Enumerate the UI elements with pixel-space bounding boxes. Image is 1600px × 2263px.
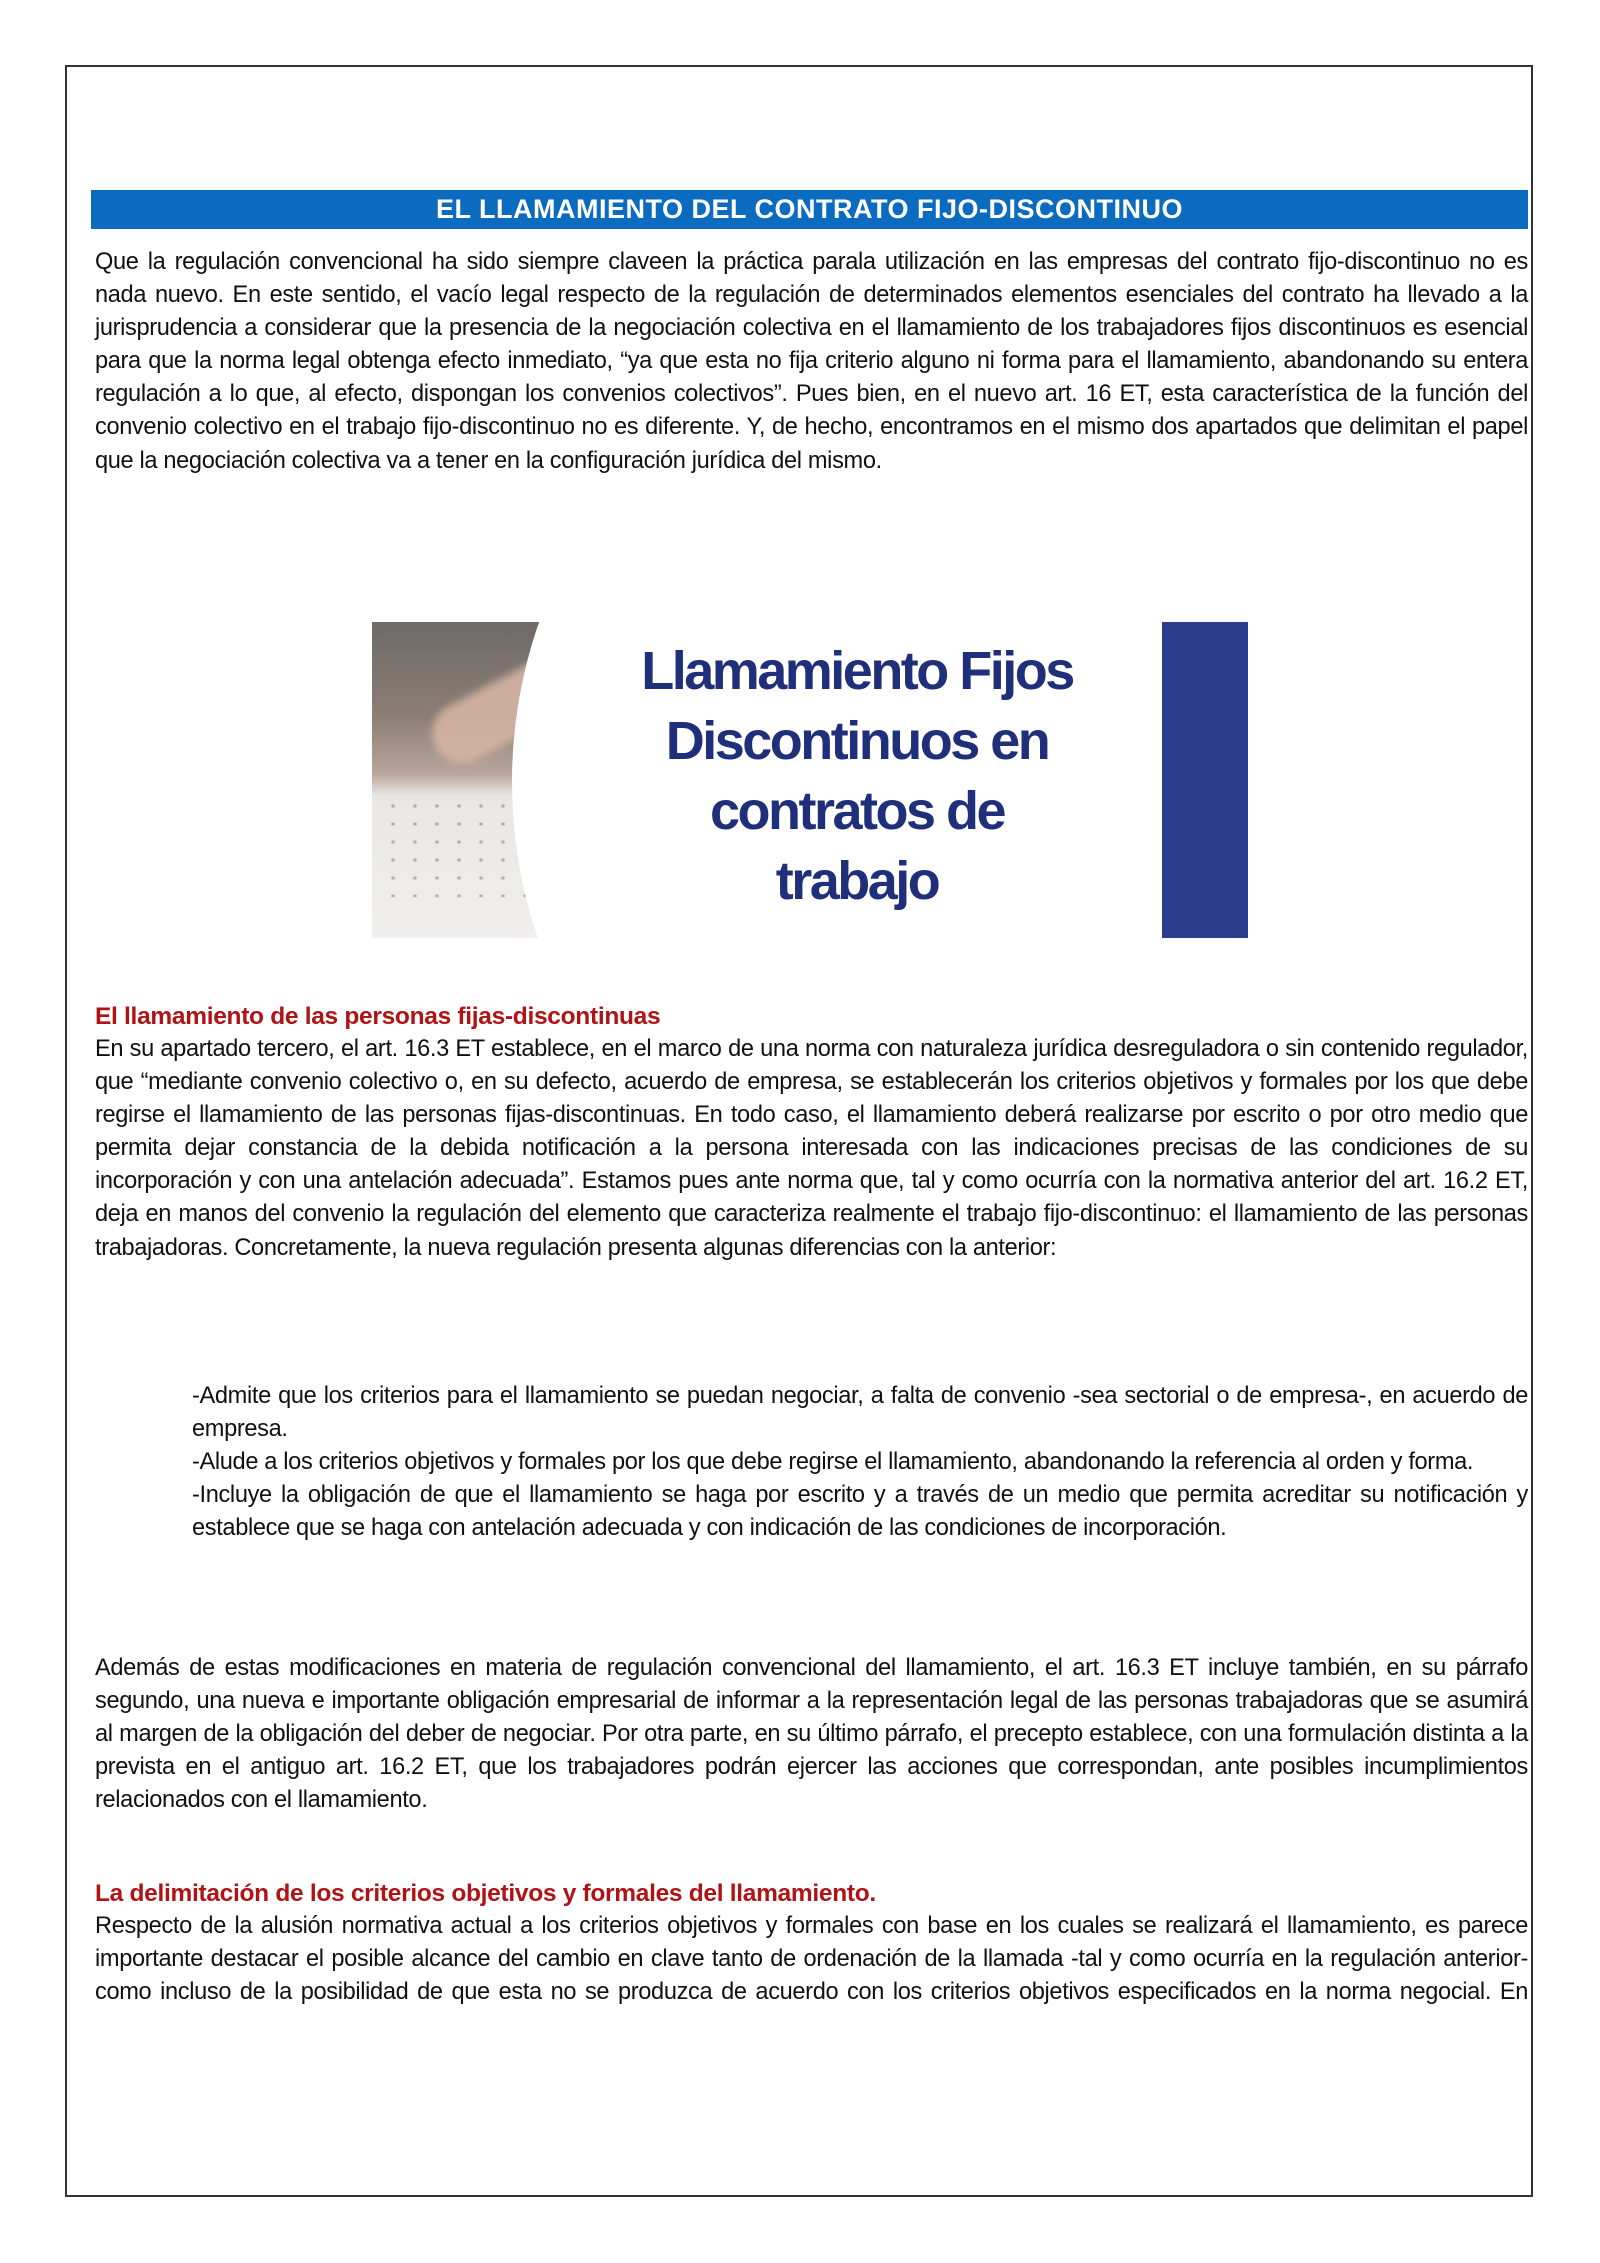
section-1: [95, 1000, 1528, 1265]
section-2: [95, 1877, 1528, 2009]
section-1-body: En su apartado tercero, el art. 16.3 ET establece, en el marco de una norma con naturaleza jurídica desreguladora o sin contenido regulador, que “mediante convenio colectivo o, en su defecto, acuerdo de empresa, se establecerán los criterios objetivos y formales por los que debe regirse el llamamiento de las personas fijas-discontinuas. En todo caso, el llamamiento deberá realizarse por escrito o por otro medio que permita dejar constancia de la debida notificación a la persona interesada con las indicaciones precisas de las condiciones de su incorporación y con una antelación adecuada”. Estamos pues ante norma que, tal y como ocurría con la normativa anterior del art. 16.2 ET, deja en manos del convenio la regulación del elemento que caracteriza realmente el trabajo fijo-discontinuo: el llamamiento de las personas trabajadoras. Concretamente, la nueva regulación presenta algunas diferencias con la anterior:: [95, 1036, 1528, 1261]
illustration-image: [372, 622, 1248, 938]
image-caption-line: Llamamiento Fijos: [641, 641, 1073, 701]
blue-side-bar: [1162, 622, 1248, 938]
section-1-heading: El llamamiento de las personas fijas-discontinuas: [95, 1003, 661, 1030]
image-caption-line: Discontinuos en: [665, 711, 1049, 771]
image-caption: [572, 636, 1142, 916]
section-2-heading: La delimitación de los criterios objetivos y formales del llamamiento.: [95, 1880, 876, 1907]
image-caption-line: trabajo: [775, 851, 939, 911]
section-2-body: Respecto de la alusión normativa actual a los criterios objetivos y formales con base en los cuales se realizará el llamamiento, es parece importante destacar el posible alcance del cambio en clave tanto de ordenación de la llamada -tal y como ocurría en la regulación anterior-como incluso de la posibilidad de que esta no se produzca de acuerdo con los criterios objetivos especificados en la norma negocial. En: [95, 1913, 1528, 2006]
list-item: -Alude a los criterios objetivos y formales por los que debe regirse el llamamiento, abandonando la referencia al orden y forma.: [192, 1449, 1474, 1476]
intro-text: Que la regulación convencional ha sido siempre claveen la práctica parala utilización en las empresas del contrato fijo-discontinuo no es nada nuevo. En este sentido, el vacío legal respecto de la regulación de determinados elementos esenciales del contrato ha llevado a la jurisprudencia a considerar que la presencia de la negociación colectiva en el llamamiento de los trabajadores fijos discontinuos es esencial para que la norma legal obtenga efecto inmediato, “ya que esta no fija criterio alguno ni forma para el llamamiento, abandonando su entera regulación a lo que, al efecto, dispongan los convenios colectivos”. Pues bien, en el nuevo art. 16 ET, esta característica de la función del convenio colectivo en el trabajo fijo-discontinuo no es diferente. Y, de hecho, encontramos en el mismo dos apartados que delimitan el papel que la negociación colectiva va a tener en la configuración jurídica del mismo.: [95, 249, 1528, 474]
document-title-banner: EL LLAMAMIENTO DEL CONTRATO FIJO-DISCONTINUO: [91, 190, 1528, 229]
image-caption-line: contratos de: [709, 781, 1005, 841]
differences-list: [192, 1380, 1528, 1545]
list-item: -Incluye la obligación de que el llamamiento se haga por escrito y a través de un medio que permita acreditar su notificación y establece que se haga con antelación adecuada y con indicación de las condiciones de incorporación.: [192, 1482, 1528, 1542]
intro-paragraph: [95, 246, 1528, 478]
closing-paragraph: [95, 1652, 1528, 1817]
closing-text: Además de estas modificaciones en materia de regulación convencional del llamamiento, el art. 16.3 ET incluye también, en su párrafo segundo, una nueva e importante obligación empresarial de informar a la representación legal de las personas trabajadoras que se asumirá al margen de la obligación del deber de negociar. Por otra parte, en su último párrafo, el precepto establece, con una formulación distinta a la prevista en el antiguo art. 16.2 ET, que los trabajadores podrán ejercer las acciones que correspondan, ante posibles incumplimientos relacionados con el llamamiento.: [95, 1655, 1528, 1814]
list-item: -Admite que los criterios para el llamamiento se puedan negociar, a falta de convenio -sea sectorial o de empresa-, en acuerdo de empresa.: [192, 1383, 1528, 1443]
paper-text-dots: [382, 797, 532, 897]
